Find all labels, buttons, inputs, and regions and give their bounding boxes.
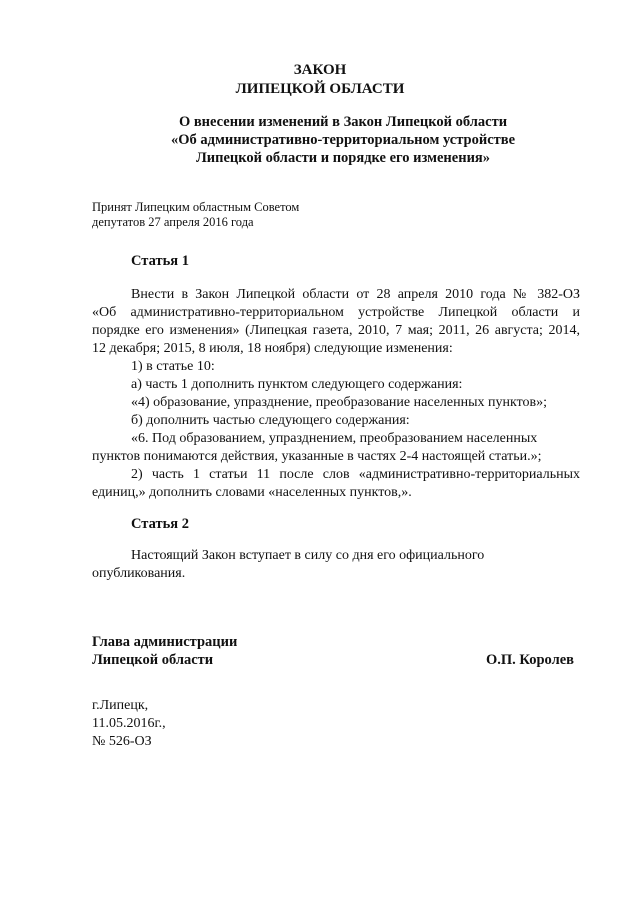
signatory-position-line-2: Липецкой области [92,652,214,668]
footer-date: 11.05.2016г., [92,716,166,731]
article-2-line: опубликования. [92,566,186,581]
article-1-line: 12 декабря; 2015, 8 июля, 18 ноября) следующие изменения: [92,341,453,356]
footer-place: г.Липецк, [92,698,149,713]
article-1-line: «6. Под образованием, упразднением, преобразованием населенных [131,431,538,446]
article-1-line: 1) в статье 10: [131,359,215,374]
article-2-line: Настоящий Закон вступает в силу со дня его официального [131,548,485,563]
law-subtitle-line-3: Липецкой области и порядке его изменения» [195,150,491,166]
article-1-line: единиц,» дополнить словами «населенных пунктов,». [92,485,412,500]
signatory-position-line-1: Глава администрации [92,634,238,650]
law-region: ЛИПЕЦКОЙ ОБЛАСТИ [235,81,405,97]
article-1-line: «4) образование, упразднение, преобразование населенных пунктов»; [131,395,548,410]
law-subtitle-line-2: «Об административно-территориальном устройстве [170,132,516,148]
article-1-line: пунктов понимаются действия, указанные в частях 2-4 настоящей статьи.»; [92,449,542,464]
adoption-line-2: депутатов 27 апреля 2016 года [92,215,254,229]
article-1-line: «Об административно-территориальном устройстве Липецкой области и [92,305,580,320]
signatory-name: О.П. Королев [486,652,574,668]
article-1-line: порядке его изменения» (Липецкая газета, 2010, 7 мая; 2011, 26 августа; 2014, [92,323,580,338]
article-1-line: Внести в Закон Липецкой области от 28 апреля 2010 года № 382-ОЗ [131,287,580,302]
footer-number: № 526-ОЗ [92,734,152,749]
article-1-line: б) дополнить частью следующего содержания: [131,413,410,428]
article-1-line: 2) часть 1 статьи 11 после слов «административно-территориальных [131,467,580,482]
article-1-heading: Статья 1 [131,253,189,269]
adoption-line-1: Принят Липецким областным Советом [92,200,300,214]
article-2-heading: Статья 2 [131,516,189,532]
law-subtitle-line-1: О внесении изменений в Закон Липецкой области [178,114,508,130]
article-1-line: а) часть 1 дополнить пунктом следующего содержания: [131,377,463,392]
law-title: ЗАКОН [293,62,347,78]
